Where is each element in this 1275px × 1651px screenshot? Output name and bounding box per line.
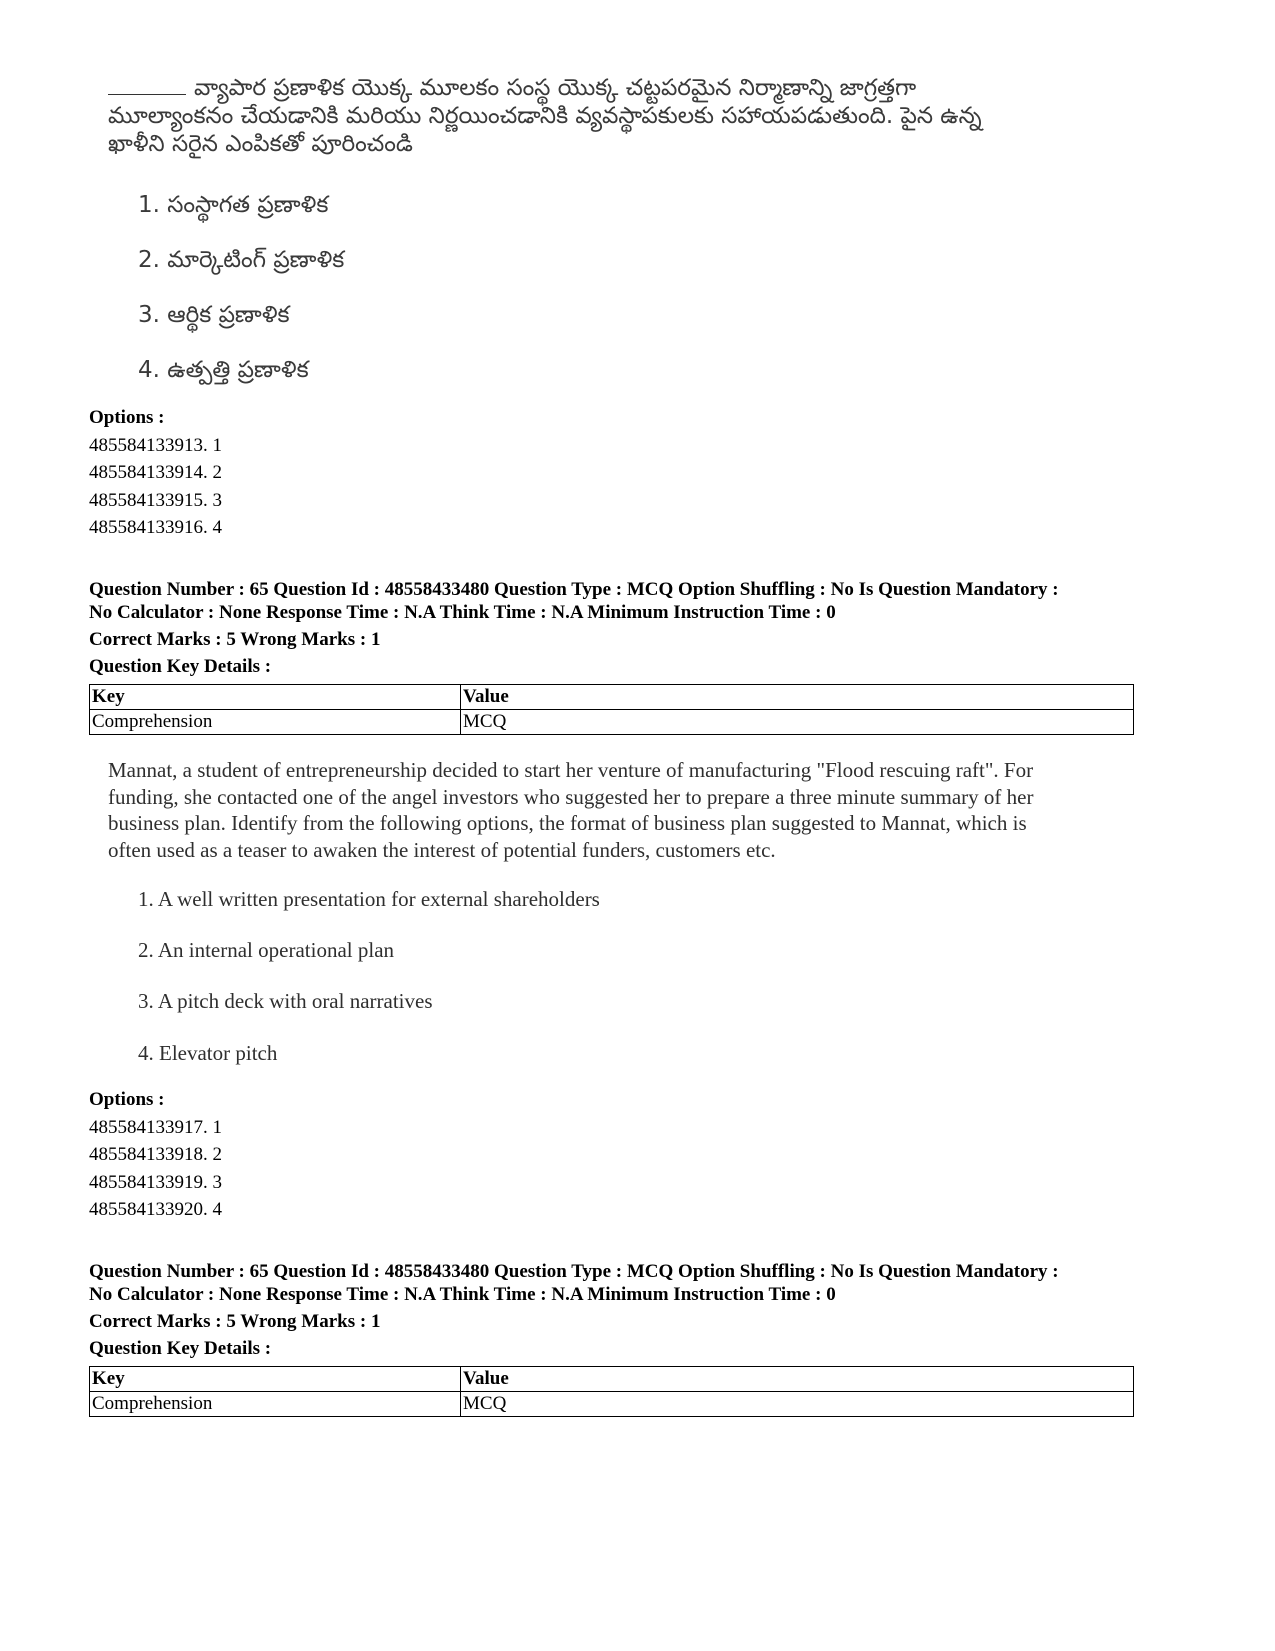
options-list-65: [89, 1086, 222, 1224]
cell-value: MCQ: [461, 710, 1134, 735]
key-details-table-2: [89, 1366, 1134, 1417]
header-key: Key: [90, 685, 461, 710]
table-header-row: [90, 685, 1134, 710]
key-details-table-1: [89, 684, 1134, 735]
header-value: Value: [461, 1367, 1134, 1392]
option-item: 485584133918. 2: [89, 1144, 222, 1165]
stem-line-4: often used as a teaser to awaken the interest of potential funders, customers etc.: [108, 837, 776, 862]
stem-line-2: మూల్యాంకనం చేయడానికి మరియు నిర్ణయించడానికి వ్యవస్థాపకులకు సహాయపడుతుంది. పైన ఉన్న: [108, 103, 982, 129]
meta-line-2: No Calculator : None Response Time : N.A Think Time : N.A Minimum Instruction Time : 0: [89, 1284, 836, 1305]
cell-key: Comprehension: [90, 710, 461, 735]
cell-value: MCQ: [461, 1392, 1134, 1417]
options-label: Options :: [89, 407, 165, 428]
choice-2: 2. An internal operational plan: [138, 938, 395, 962]
question-stem: [108, 757, 1168, 863]
stem-line-3: business plan. Identify from the following options, the format of business plan suggested to Mannat, which is: [108, 811, 1027, 835]
choice-4: 4. ఉత్పత్తి ప్రణాళిక: [138, 357, 309, 383]
meta-line-1: Question Number : 65 Question Id : 48558433480 Question Type : MCQ Option Shuffling : No Is Question Mandatory :: [89, 579, 1059, 600]
option-item: 485584133913. 1: [89, 434, 222, 456]
choice-1: 1. సంస్థాగత ప్రణాళిక: [138, 192, 329, 218]
choice-3: 3. ఆర్థిక ప్రణాళిక: [138, 302, 290, 328]
table-row: [90, 1392, 1134, 1417]
option-item: 485584133916. 4: [89, 517, 222, 538]
cell-key: Comprehension: [90, 1392, 461, 1417]
option-item: 485584133917. 1: [89, 1116, 222, 1138]
header-key: Key: [90, 1367, 461, 1392]
question-meta-1: [89, 578, 1169, 679]
key-details-heading: Question Key Details :: [89, 656, 272, 677]
stem-line-3: ఖాళీని సరైన ఎంపికతో పూరించండి: [108, 131, 413, 157]
fill-in-blank: [108, 76, 186, 95]
marks-line: Correct Marks : 5 Wrong Marks : 1: [89, 1311, 381, 1332]
option-item: 485584133920. 4: [89, 1199, 222, 1220]
option-item: 485584133914. 2: [89, 462, 222, 483]
question-65-english: [108, 757, 1168, 1065]
key-details-heading: Question Key Details :: [89, 1338, 272, 1359]
choice-3: 3. A pitch deck with oral narratives: [138, 989, 433, 1013]
table-header-row: [90, 1367, 1134, 1392]
options-label: Options :: [89, 1089, 165, 1110]
stem-line-1: Mannat, a student of entrepreneurship decided to start her venture of manufacturing "Flood rescuing raft". For: [108, 758, 1034, 782]
stem-line-2: funding, she contacted one of the angel investors who suggested her to prepare a three minute summary of her: [108, 784, 1034, 809]
meta-line-1: Question Number : 65 Question Id : 48558433480 Question Type : MCQ Option Shuffling : No Is Question Mandatory :: [89, 1261, 1059, 1282]
choice-1: 1. A well written presentation for external shareholders: [138, 887, 600, 911]
option-item: 485584133915. 3: [89, 489, 222, 511]
header-value: Value: [461, 685, 1134, 710]
meta-line-2: No Calculator : None Response Time : N.A Think Time : N.A Minimum Instruction Time : 0: [89, 602, 836, 623]
choice-2: 2. మార్కెటింగ్ ప్రణాళిక: [138, 247, 345, 273]
stem-line-1: వ్యాపార ప్రణాళిక యొక్క మూలకం సంస్థ యొక్క చట్టపరమైన నిర్మాణాన్ని జాగ్రత్తగా: [194, 75, 917, 101]
question-64-telugu: [108, 74, 1168, 383]
option-item: 485584133919. 3: [89, 1171, 222, 1193]
marks-line: Correct Marks : 5 Wrong Marks : 1: [89, 629, 381, 650]
options-list-64: [89, 404, 222, 542]
question-stem: [108, 74, 1168, 158]
table-row: [90, 710, 1134, 735]
question-meta-2: [89, 1260, 1169, 1361]
choice-4: 4. Elevator pitch: [138, 1041, 278, 1065]
